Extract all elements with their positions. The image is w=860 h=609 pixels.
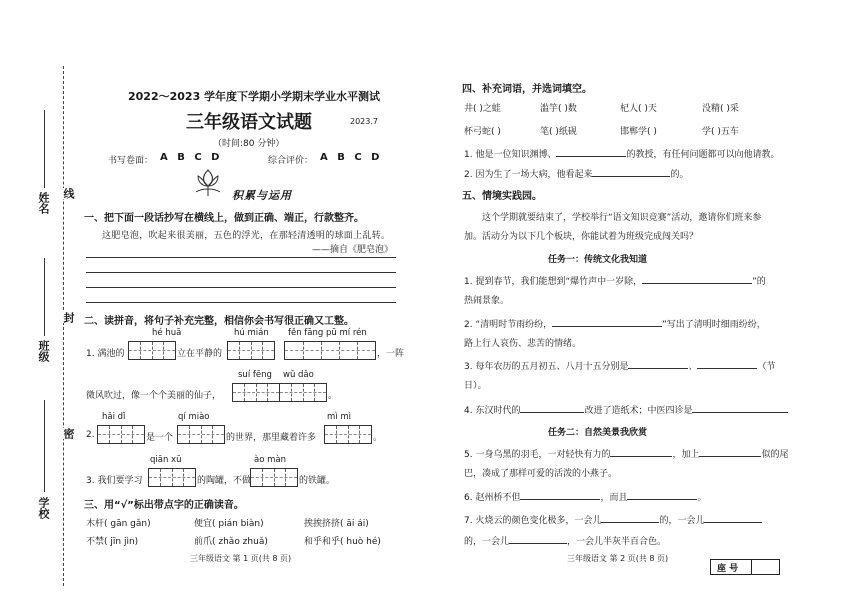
- q2-s3-mid: 的陶罐，不做: [197, 476, 252, 486]
- exam-date: 2023.7: [350, 117, 378, 126]
- q3-item[interactable]: 木杆( gān gǎn): [86, 519, 151, 529]
- q4-s2-tail: 的。: [670, 170, 689, 180]
- answer-grid-wudao[interactable]: [279, 383, 327, 402]
- t2-q7-line2: [464, 533, 666, 547]
- answer-grid-qianxu[interactable]: [148, 468, 196, 487]
- task2-heading: 任务二：自然美景我欣赏: [548, 428, 648, 438]
- school-field[interactable]: [44, 400, 45, 492]
- exam-header: 2022～2023 学年度下学期小学期末学业水平测试: [128, 90, 381, 103]
- q2-s1-prefix: 1. 满池的: [86, 349, 125, 359]
- t1-q2-tail: ”写出了清明时细雨纷纷，: [662, 320, 766, 330]
- blank[interactable]: [509, 533, 567, 544]
- blank[interactable]: [697, 358, 757, 369]
- t2-q7-line2b: ，一会儿半灰半百合色。: [567, 537, 667, 547]
- answer-grid-aoman[interactable]: [250, 468, 298, 487]
- name-label: 姓名: [37, 192, 50, 214]
- idiom-item[interactable]: 杞人( )天: [620, 104, 657, 114]
- q2-s2-prefix: 2.: [86, 430, 95, 440]
- page-footer-right: 三年级语文 第 2 页(共 8 页): [567, 554, 669, 563]
- t2-q7-text: 7. 火烧云的颜色变化极多，一会儿: [464, 516, 602, 526]
- t2-q5-mid: ，加上: [672, 450, 700, 460]
- seat-divider: [751, 560, 752, 574]
- q3-item[interactable]: 前爪( zhǎo zhuǎ): [194, 537, 268, 547]
- q4-s2: [464, 166, 688, 180]
- q1-text: 这肥皂泡，吹起来很美丽，五色的浮光，在那轻清透明的球面上乱转。: [102, 231, 391, 241]
- q2-s2-end: 。: [373, 433, 383, 443]
- blank[interactable]: [601, 512, 659, 523]
- t2-q7: [464, 512, 762, 526]
- answer-grid-humian[interactable]: [227, 341, 275, 360]
- school-label: 学校: [37, 497, 50, 519]
- t2-q7-mid: 的，一会儿: [659, 516, 705, 526]
- t1-q3: 3. 每年农历的五月初五、八月十五分别是 、 （节: [464, 358, 775, 372]
- idiom-item[interactable]: 井( )之蛙: [464, 104, 501, 114]
- t1-q4-text: 4. 东汉时代的: [464, 406, 521, 416]
- pinyin-hehua: hé huā: [152, 328, 182, 338]
- q2-s1-end: 。: [328, 391, 338, 401]
- q3-item[interactable]: 便宜( pián biàn): [194, 519, 264, 529]
- t1-q3-text: 3. 每年农历的五月初五、八月十五分别是: [464, 362, 629, 372]
- answer-grid-suifeng[interactable]: [232, 383, 280, 402]
- blank[interactable]: [610, 446, 672, 457]
- t1-q1: [464, 273, 766, 287]
- blank[interactable]: [556, 146, 626, 157]
- blank[interactable]: [520, 489, 600, 500]
- q5-title: 五、情境实践园。: [462, 191, 542, 202]
- t1-q4: [464, 402, 788, 416]
- overall-grades[interactable]: A B C D: [320, 152, 380, 163]
- binding-dashed-line: [63, 66, 64, 586]
- handwriting-grades[interactable]: A B C D: [160, 152, 220, 163]
- pinyin-haidi: hǎi dǐ: [102, 412, 126, 422]
- q2-title: 二、读拼音，将句子补充完整，相信你会书写很正确又工整。: [84, 316, 354, 327]
- t2-q5-tail: 似的尾: [761, 450, 789, 460]
- t1-q4-tail: 改进了造纸术；中医四诊是: [584, 406, 693, 416]
- t1-q3-line2: 日）。: [464, 381, 487, 391]
- pinyin-qianxu: qiān xū: [150, 455, 182, 465]
- t1-q2-text: 2. “清明时节雨纷纷，: [464, 320, 553, 330]
- pinyin-humian: hú mián: [234, 328, 269, 338]
- q2-s2-mid: 是一个: [146, 433, 174, 443]
- seal-char-secret: 密: [62, 428, 75, 439]
- seat-label: 座 号: [717, 564, 739, 574]
- answer-grid-qimiao[interactable]: [177, 425, 225, 444]
- handwriting-label: 书写卷面：: [108, 156, 154, 166]
- blank[interactable]: [520, 402, 584, 413]
- answer-grid-mimi[interactable]: [324, 425, 372, 444]
- answer-grid-hehua[interactable]: [128, 341, 176, 360]
- t1-q1-text: 1. 提到春节，我们能想到“爆竹声中一岁除，: [464, 277, 643, 287]
- idiom-item[interactable]: 没精( )采: [702, 104, 739, 114]
- seat-number-box[interactable]: [710, 559, 780, 575]
- copy-line-3[interactable]: [86, 287, 396, 288]
- lotus-icon: [190, 166, 226, 202]
- q5-intro-1: 这个学期就要结束了，学校举行“语文知识竞赛”活动，邀请你们班来参: [482, 213, 762, 223]
- pinyin-aoman: ào màn: [254, 455, 286, 465]
- q5-intro-2: 加。活动分为以下几个板块，你能试着为班级完成闯关吗？: [464, 232, 699, 242]
- t2-q5: [464, 446, 788, 460]
- q2-s1-tail: ，一阵: [377, 349, 405, 359]
- idiom-item[interactable]: 笔( )纸砚: [540, 127, 577, 137]
- t2-q6: [464, 489, 706, 503]
- name-field[interactable]: [44, 110, 45, 188]
- q4-title: 四、补充词语，并选词填空。: [462, 84, 592, 95]
- section-banner: 积累与运用: [232, 189, 292, 202]
- blank[interactable]: [592, 166, 670, 177]
- t1-q2: [464, 316, 766, 330]
- q3-item[interactable]: 不禁( jīn jìn): [86, 537, 139, 547]
- q4-s1-text: 1. 他是一位知识渊博、: [464, 150, 557, 160]
- q3-item[interactable]: 和乎和乎( huò hé): [304, 537, 381, 547]
- q4-s1: [464, 146, 779, 160]
- q2-s3-end: 的铁罐。: [299, 476, 336, 486]
- q2-s1-mid: 立在平静的: [177, 349, 223, 359]
- blank[interactable]: [692, 402, 788, 413]
- answer-grid-haidi[interactable]: [97, 425, 145, 444]
- pinyin-fenfang: fěn fāng pū mí rén: [288, 328, 367, 338]
- blank[interactable]: [628, 358, 688, 369]
- exam-title: 三年级语文试题: [186, 112, 312, 133]
- t1-q3-tail: （节: [757, 362, 776, 372]
- pinyin-qimiao: qí miào: [178, 412, 210, 422]
- blank[interactable]: [642, 273, 752, 284]
- seal-char-seal: 封: [62, 312, 75, 323]
- copy-line-4[interactable]: [86, 302, 396, 303]
- t2-q5-text: 5. 一身乌黑的羽毛，一对轻快有力的: [464, 450, 611, 460]
- time-note: （时间:80 分钟）: [213, 139, 285, 149]
- page-footer-left: 三年级语文 第 1 页(共 8 页): [190, 554, 292, 563]
- t1-q1-tail: ”的: [752, 277, 766, 287]
- idiom-item[interactable]: 学( )五车: [702, 127, 739, 137]
- pinyin-mimi: mì mì: [327, 412, 351, 422]
- t2-q6-end: 。: [697, 493, 707, 503]
- t2-q6-mid: ，而且: [600, 493, 628, 503]
- blank-prefix: 的，一会儿: [464, 537, 510, 547]
- q4-s2-text: 2. 因为生了一场大病，他看起来: [464, 170, 593, 180]
- copy-line-1[interactable]: [86, 257, 396, 258]
- t2-q5-line2: 巴，凑成了那样可爱的活泼的小燕子。: [464, 469, 618, 479]
- t1-q2-line2: 路上行人哀伤、悲苦的情绪。: [464, 339, 582, 349]
- overall-label: 综合评价：: [268, 156, 314, 166]
- blank[interactable]: [552, 316, 662, 327]
- blank[interactable]: [627, 489, 697, 500]
- q3-item[interactable]: 挨挨挤挤( āi ái): [304, 519, 369, 529]
- q2-s2-mid2: 的世界，那里藏着许多: [226, 433, 317, 443]
- answer-grid-fenfang[interactable]: [284, 341, 376, 360]
- seal-char-line: 线: [62, 188, 75, 199]
- copy-line-2[interactable]: [86, 272, 396, 273]
- q1-title: 一、把下面一段话抄写在横线上，做到正确、端正，行款整齐。: [84, 213, 364, 224]
- idiom-item[interactable]: 邯郸学( ): [620, 127, 657, 137]
- q2-s3-prefix: 3. 我们要学习: [86, 476, 143, 486]
- q1-source: ——摘自《肥皂泡》: [312, 245, 394, 255]
- pinyin-wudao: wǔ dǎo: [283, 370, 314, 380]
- class-field[interactable]: [44, 258, 45, 336]
- class-label: 班级: [37, 340, 50, 362]
- idiom-item[interactable]: 滥竽( )数: [540, 104, 577, 114]
- q4-s1-tail: 的教授，有任何问题都可以向他请教。: [626, 150, 780, 160]
- t2-q6-text: 6. 赵州桥不但: [464, 493, 521, 503]
- q2-s1-line2a: 微风吹过，像一个个美丽的仙子，: [86, 391, 222, 401]
- t1-q1-line2: 热闹景象。: [464, 296, 510, 306]
- idiom-item[interactable]: 杯弓蛇( ): [464, 127, 501, 137]
- pinyin-suifeng: suí fēng: [238, 370, 272, 380]
- task1-heading: 任务一：传统文化我知道: [548, 255, 648, 265]
- q3-title: 三、用“√”标出带点字的正确读音。: [84, 500, 244, 511]
- blank[interactable]: [704, 512, 762, 523]
- blank[interactable]: [699, 446, 761, 457]
